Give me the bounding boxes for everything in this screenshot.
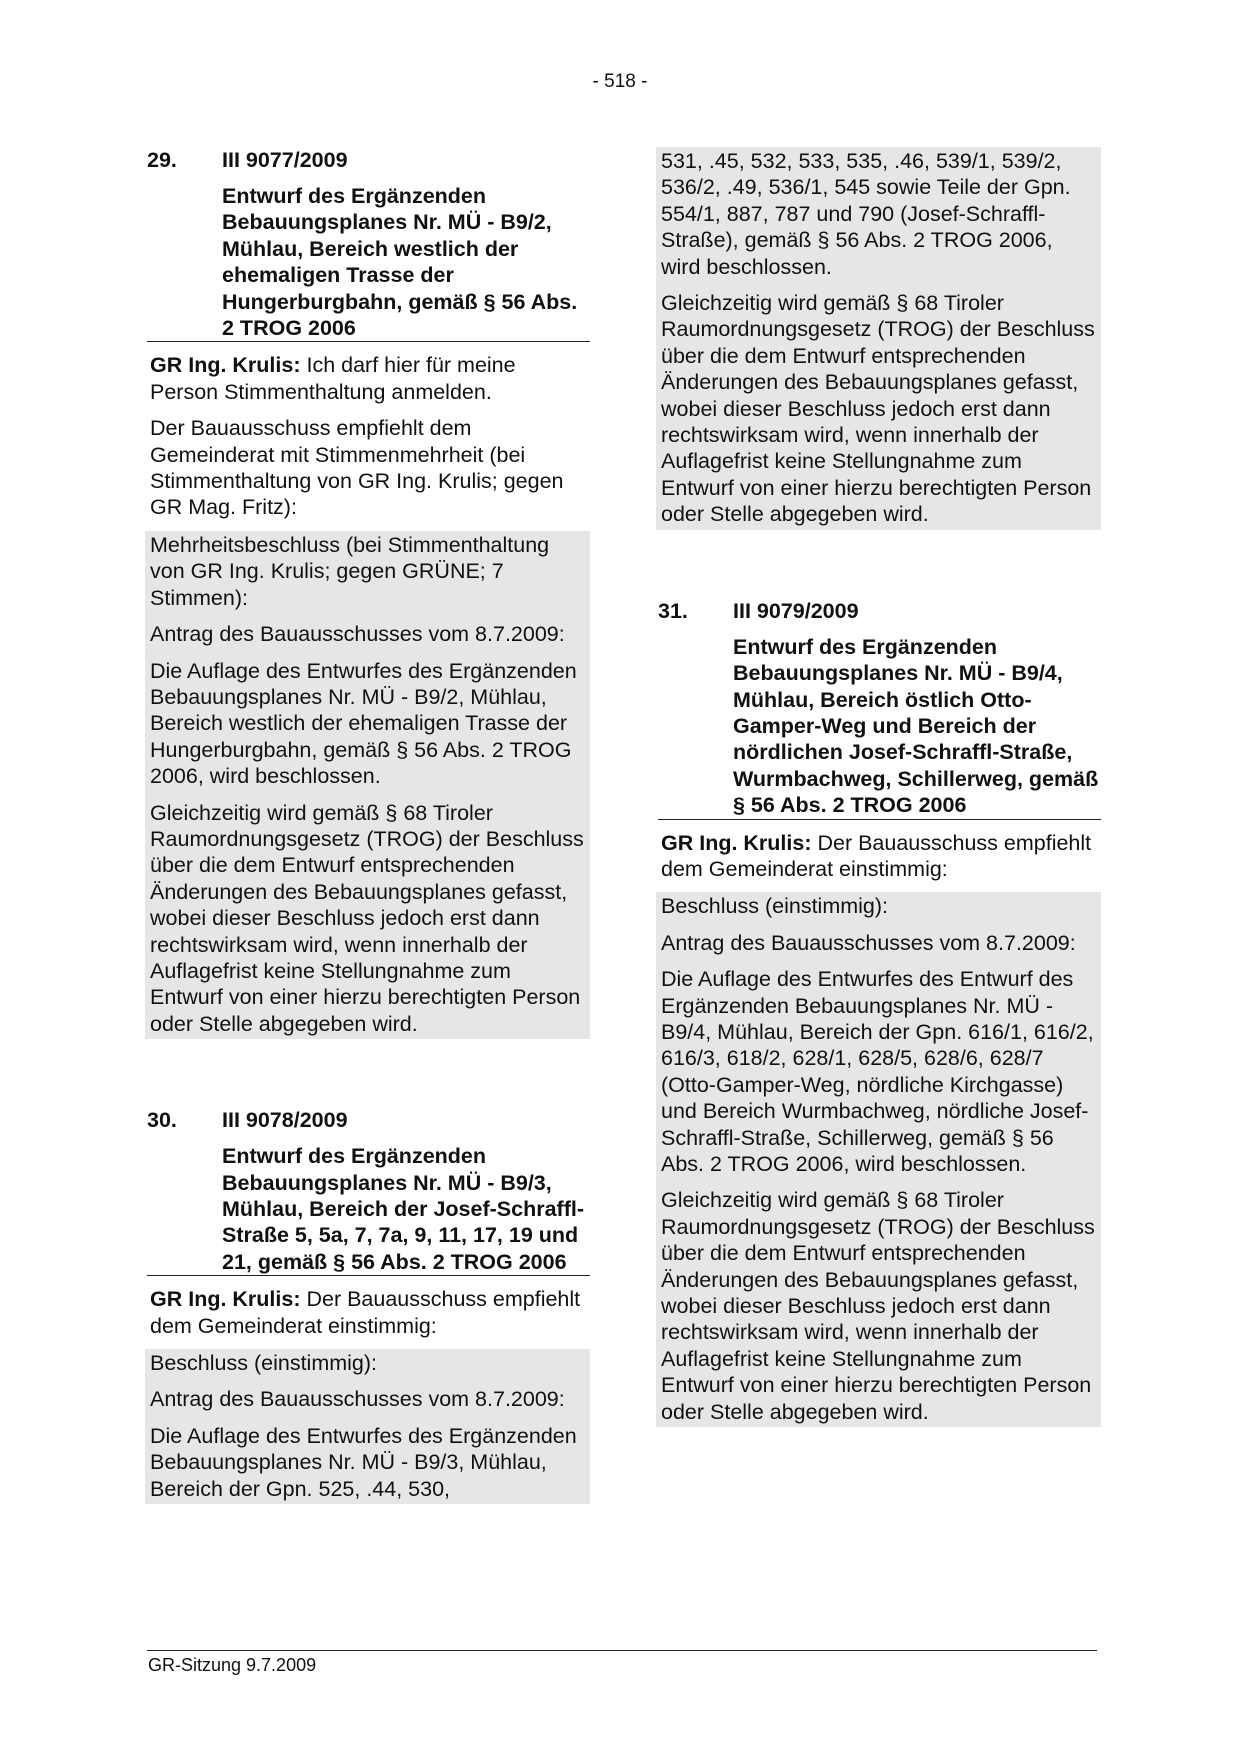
right-column — [658, 147, 1101, 1427]
speaker-text: Der Bauausschuss empfiehlt dem Gemeinderat einstimmig: — [661, 830, 1092, 881]
page-number: - 518 - — [592, 71, 648, 92]
left-column — [147, 147, 590, 1504]
item-title-block — [147, 1143, 590, 1276]
resolution-vote: Beschluss (einstimmig): — [150, 1351, 377, 1376]
resolution-vote: Beschluss (einstimmig): — [661, 894, 888, 919]
speaker-text: Der Bauausschuss empfiehlt dem Gemeinderat einstimmig: — [150, 1287, 581, 1338]
resolution-motion: Antrag des Bauausschusses vom 8.7.2009: — [661, 930, 1076, 955]
item-number: 31. — [658, 598, 688, 623]
agenda-item-30 — [147, 1107, 590, 1504]
resolution-box — [656, 892, 1101, 1427]
resolution-box — [145, 531, 590, 1039]
resolution-text: Gleichzeitig wird gemäß § 68 Tiroler Raumordnungsgesetz (TROG) der Beschluss über die dem Entwurf entsprechenden Änderungen des Bebauungsplanes gefasst, wobei dieser Beschluss jedoch erst dann rechtswirksam wird, wenn innerhalb der Auflagefrist keine Stellungnahme zum Entwurf von einer hierzu berechtigten Person oder Stelle abgegeben wird. — [661, 291, 1095, 527]
item-heading — [147, 147, 590, 173]
speaker-name: GR Ing. Krulis: — [150, 1287, 301, 1312]
footer-divider — [147, 1650, 1097, 1651]
resolution-box — [145, 1349, 590, 1504]
agenda-item-29 — [147, 147, 590, 1039]
speaker-statement — [150, 1286, 587, 1339]
item-heading — [658, 598, 1101, 624]
item-reference: III 9079/2009 — [733, 598, 859, 623]
item-number: 29. — [147, 148, 177, 172]
speaker-statement — [661, 830, 1098, 883]
speaker-statement — [150, 352, 587, 405]
resolution-text: Die Auflage des Entwurfes des Entwurf des Ergänzenden Bebauungsplanes Nr. MÜ - B9/4, Mühlau, Bereich der Gpn. 616/1, 616/2, 616/3, 618/2, 628/1, 628/5, 628/6, 628/7 (Otto-Gamper-Weg, nördliche Kirchgasse) und Bereich Wurmbachweg, nördliche Josef-Schraffl-Straße, Schillerweg, gemäß § 56 Abs. 2 TROG 2006, wird beschlossen. — [661, 967, 1094, 1176]
speaker-name: GR Ing. Krulis: — [150, 353, 301, 378]
footer-session-label: GR-Sitzung 9.7.2009 — [148, 1655, 317, 1675]
resolution-motion: Antrag des Bauausschusses vom 8.7.2009: — [150, 622, 565, 647]
item-title: Entwurf des Ergänzenden Bebauungsplanes Nr. MÜ - B9/4, Mühlau, Bereich östlich Otto-Gamper-Weg und Bereich der nördlichen Josef-Schraffl-Straße, Wurmbachweg, Schillerweg, gemäß § 56 Abs. 2 TROG 2006 — [733, 634, 1099, 818]
resolution-text: 531, .45, 532, 533, 535, .46, 539/1, 539/2, 536/2, .49, 536/1, 545 sowie Teile der Gpn. 554/1, 887, 787 und 790 (Josef-Schraffl-Straße), gemäß § 56 Abs. 2 TROG 2006, wird beschlossen. — [661, 149, 1071, 279]
resolution-motion: Antrag des Bauausschusses vom 8.7.2009: — [150, 1387, 565, 1412]
committee-recommendation: Der Bauausschuss empfiehlt dem Gemeinderat mit Stimmenmehrheit (bei Stimmenthaltung von GR Ing. Krulis; gegen GR Mag. Fritz): — [150, 416, 564, 520]
resolution-text: Die Auflage des Entwurfes des Ergänzenden Bebauungsplanes Nr. MÜ - B9/3, Mühlau, Bereich der Gpn. 525, .44, 530, — [150, 1423, 577, 1501]
resolution-vote: Mehrheitsbeschluss (bei Stimmenthaltung von GR Ing. Krulis; gegen GRÜNE; 7 Stimmen): — [150, 532, 550, 610]
speaker-name: GR Ing. Krulis: — [661, 830, 812, 855]
speaker-text: Ich darf hier für meine Person Stimmenthaltung anmelden. — [150, 353, 516, 404]
item-title-block — [658, 634, 1101, 820]
item-title: Entwurf des Ergänzenden Bebauungsplanes Nr. MÜ - B9/3, Mühlau, Bereich der Josef-Schraffl-Straße 5, 5a, 7, 7a, 9, 11, 17, 19 und 21, gemäß § 56 Abs. 2 TROG 2006 — [222, 1144, 584, 1274]
item-title-block — [147, 183, 590, 342]
item-title: Entwurf des Ergänzenden Bebauungsplanes Nr. MÜ - B9/2, Mühlau, Bereich westlich der ehemaligen Trasse der Hungerburgbahn, gemäß § 56 Abs. 2 TROG 2006 — [222, 184, 578, 341]
resolution-text: Gleichzeitig wird gemäß § 68 Tiroler Raumordnungsgesetz (TROG) der Beschluss über die dem Entwurf entsprechenden Änderungen des Bebauungsplanes gefasst, wobei dieser Beschluss jedoch erst dann rechtswirksam wird, wenn innerhalb der Auflagefrist keine Stellungnahme zum Entwurf von einer hierzu berechtigten Person oder Stelle abgegeben wird. — [661, 1188, 1095, 1424]
item-number: 30. — [147, 1108, 177, 1133]
resolution-text: Gleichzeitig wird gemäß § 68 Tiroler Raumordnungsgesetz (TROG) der Beschluss über die dem Entwurf entsprechenden Änderungen des Bebauungsplanes gefasst, wobei dieser Beschluss jedoch erst dann rechtswirksam wird, wenn innerhalb der Auflagefrist keine Stellungnahme zum Entwurf von einer hierzu berechtigten Person oder Stelle abgegeben wird. — [150, 800, 584, 1036]
item-reference: III 9077/2009 — [222, 148, 348, 172]
resolution-text: Die Auflage des Entwurfes des Ergänzenden Bebauungsplanes Nr. MÜ - B9/2, Mühlau, Bereich westlich der ehemaligen Trasse der Hungerburgbahn, gemäß § 56 Abs. 2 TROG 2006, wird beschlossen. — [150, 658, 577, 789]
agenda-item-31 — [658, 598, 1101, 1427]
resolution-box-continued — [656, 147, 1101, 530]
item-reference: III 9078/2009 — [222, 1108, 348, 1133]
item-heading — [147, 1107, 590, 1133]
